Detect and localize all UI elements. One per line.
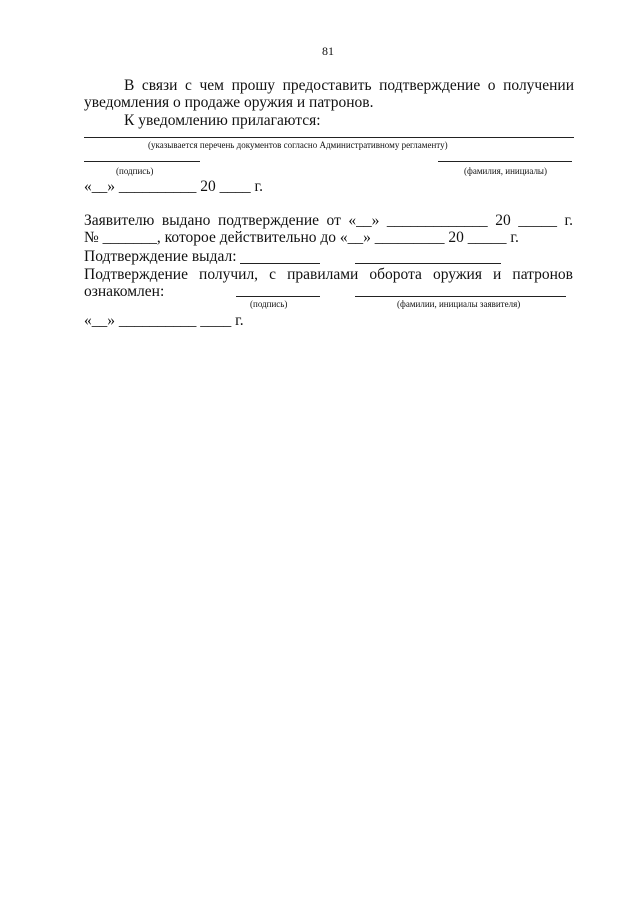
date-line-2: «__» __________ ____ г. <box>84 312 244 329</box>
attachments-label: К уведомлению прилагаются: <box>124 112 321 129</box>
received-name-line <box>355 296 566 297</box>
name-caption: (фамилия, инициалы) <box>464 166 547 176</box>
received-line1: Подтверждение получил, с правилами оборота оружия и патронов <box>84 266 573 283</box>
issued-line-1: Заявителю выдано подтверждение от «__» _____________ 20 _____ г. <box>84 212 573 229</box>
issued-by-name-line <box>355 263 501 264</box>
signature-line <box>84 161 200 162</box>
page-number: 81 <box>322 44 334 58</box>
received-signature-caption: (подпись) <box>250 299 288 309</box>
issued-line-2: № _______, которое действительно до «__» _________ 20 _____ г. <box>84 229 519 246</box>
issued-by-label: Подтверждение выдал: <box>84 248 237 265</box>
attachments-caption: (указывается перечень документов согласно Административному регламенту) <box>148 140 448 150</box>
date-line-1: «__» __________ 20 ____ г. <box>84 178 263 195</box>
name-line <box>438 161 572 162</box>
applicant-name-caption: (фамилии, инициалы заявителя) <box>397 299 521 309</box>
request-text-line1: В связи с чем прошу предоставить подтверждение о получении <box>124 77 574 94</box>
received-signature-line <box>236 296 320 297</box>
issued-by-signature-line <box>240 263 320 264</box>
request-text-line2: уведомления о продаже оружия и патронов. <box>84 94 374 111</box>
signature-caption: (подпись) <box>116 166 154 176</box>
attachments-line <box>84 137 574 138</box>
received-line2: ознакомлен: <box>84 283 165 300</box>
